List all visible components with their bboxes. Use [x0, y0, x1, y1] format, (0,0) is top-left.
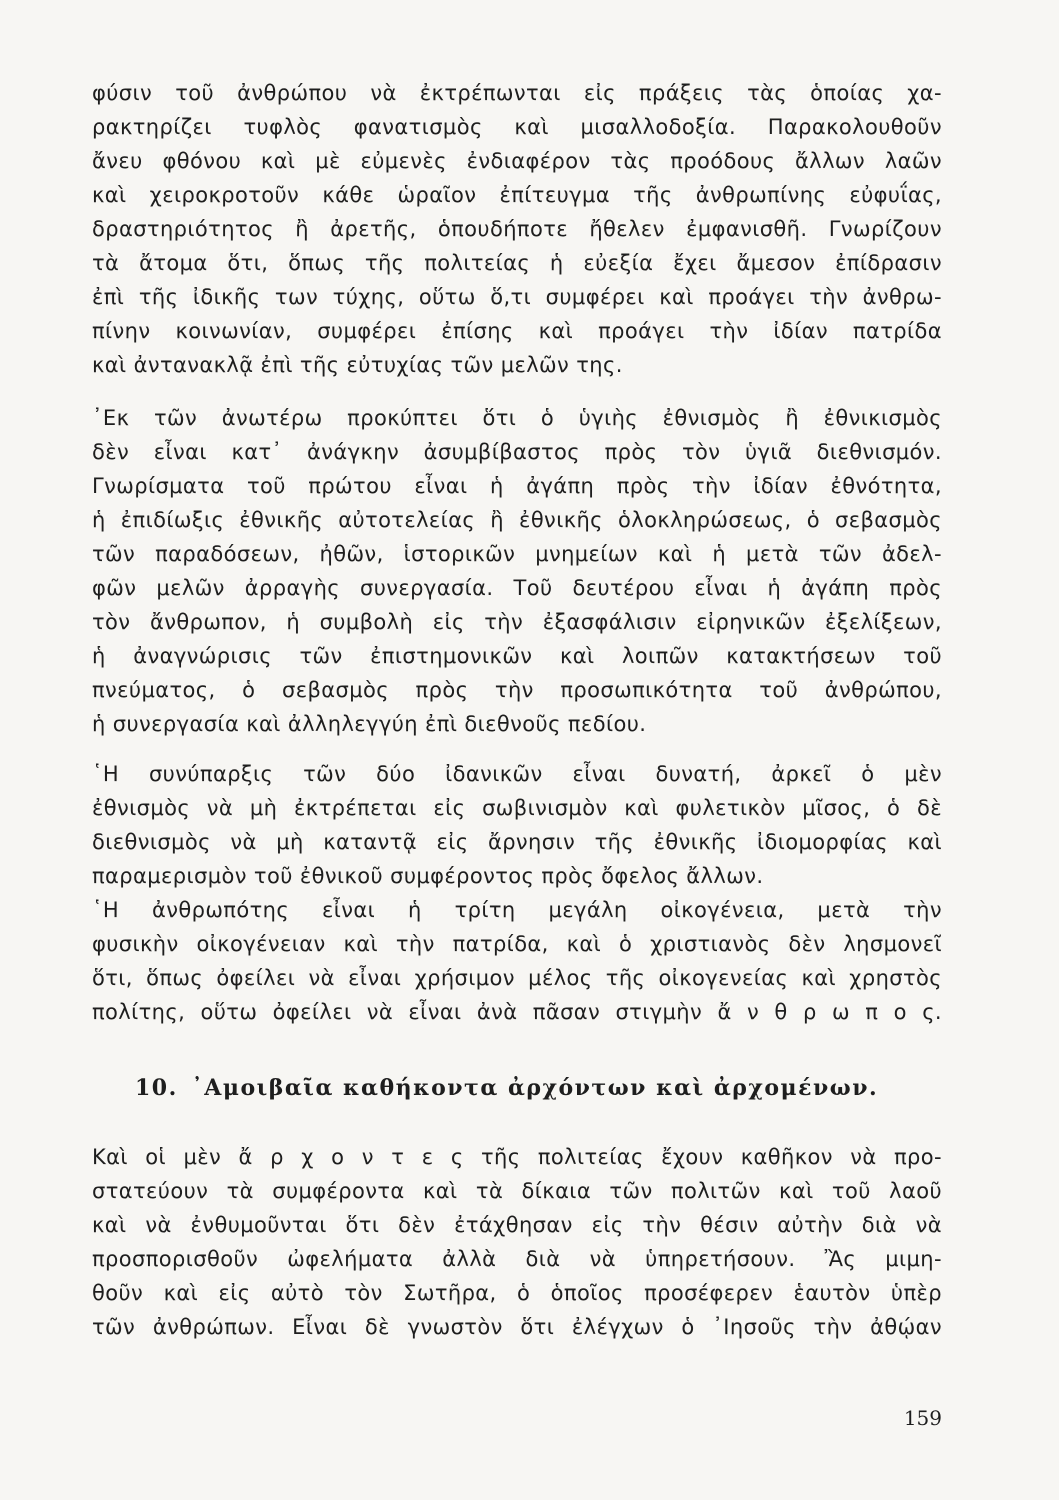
text-line: ᾿Εκ τῶν ἀνωτέρω προκύπτει ὅτι ὁ ὑγιὴς ἐθνισμὸς ἢ ἐθνικισμὸς: [92, 406, 942, 430]
text-line: ῾Η ἀνθρωπότης εἶναι ἡ τρίτη μεγάλη οἰκογένεια, μετὰ τὴν: [92, 898, 942, 922]
text-line: καὶ νὰ ἐνθυμοῦνται ὅτι δὲν ἐτάχθησαν εἰς τὴν θέσιν αὐτὴν διὰ νὰ: [92, 1213, 942, 1237]
text-line: ἡ ἐπιδίωξις ἐθνικῆς αὐτοτελείας ἢ ἐθνικῆς ὁλοκληρώσεως, ὁ σεβασμὸς: [92, 508, 942, 532]
text-line: ὅτι, ὅπως ὀφείλει νὰ εἶναι χρήσιμον μέλος τῆς οἰκογενείας καὶ χρηστὸς: [92, 966, 942, 990]
paragraph-3: [92, 757, 942, 893]
section-heading: [135, 1071, 935, 1105]
text-line: θοῦν καὶ εἰς αὐτὸ τὸν Σωτῆρα, ὁ ὁποῖος προσέφερεν ἑαυτὸν ὑπὲρ: [92, 1281, 942, 1305]
text-line: καὶ ἀντανακλᾷ ἐπὶ τῆς εὐτυχίας τῶν μελῶν της.: [92, 353, 623, 377]
text-line: ρακτηρίζει τυφλὸς φανατισμὸς καὶ μισαλλοδοξία. Παρακολουθοῦν: [92, 115, 942, 139]
text-line: καὶ χειροκροτοῦν κάθε ὡραῖον ἐπίτευγμα τῆς ἀνθρωπίνης εὐφυΐας,: [92, 183, 942, 207]
text-line: τῶν ἀνθρώπων. Εἶναι δὲ γνωστὸν ὅτι ἐλέγχων ὁ ᾿Ιησοῦς τὴν ἀθῴαν: [92, 1315, 942, 1339]
text-line: φῶν μελῶν ἀρραγὴς συνεργασία. Τοῦ δευτέρου εἶναι ἡ ἀγάπη πρὸς: [92, 576, 942, 600]
paragraph-2: [92, 401, 942, 741]
text-line: Καὶ οἱ μὲν ἄ ρ χ ο ν τ ε ς τῆς πολιτείας ἔχουν καθῆκον νὰ προ-: [92, 1145, 942, 1169]
text-line: τὰ ἄτομα ὅτι, ὅπως τῆς πολιτείας ἡ εὐεξία ἔχει ἄμεσον ἐπίδρασιν: [92, 251, 942, 275]
text-line: ἡ συνεργασία καὶ ἀλληλεγγύη ἐπὶ διεθνοῦς πεδίου.: [92, 712, 647, 736]
text-line: πίνην κοινωνίαν, συμφέρει ἐπίσης καὶ προάγει τὴν ἰδίαν πατρίδα: [92, 319, 942, 343]
paragraph-5: [92, 1140, 942, 1344]
paragraph-4: [92, 893, 942, 1029]
text-line: ῾Η συνύπαρξις τῶν δύο ἰδανικῶν εἶναι δυνατή, ἀρκεῖ ὁ μὲν: [92, 762, 942, 786]
text-line: πνεύματος, ὁ σεβασμὸς πρὸς τὴν προσωπικότητα τοῦ ἀνθρώπου,: [92, 678, 942, 702]
text-line: ἐθνισμὸς νὰ μὴ ἐκτρέπεται εἰς σωβινισμὸν καὶ φυλετικὸν μῖσος, ὁ δὲ: [92, 796, 942, 820]
text-line: ἐπὶ τῆς ἰδικῆς των τύχης, οὕτω ὅ,τι συμφέρει καὶ προάγει τὴν ἀνθρω-: [92, 285, 942, 309]
page-number: 159: [903, 1406, 942, 1430]
text-line: δὲν εἶναι κατ᾿ ἀνάγκην ἀσυμβίβαστος πρὸς τὸν ὑγιᾶ διεθνισμόν.: [92, 440, 942, 464]
text-line: φυσικὴν οἰκογένειαν καὶ τὴν πατρίδα, καὶ ὁ χριστιανὸς δὲν λησμονεῖ: [92, 932, 942, 956]
text-line: Γνωρίσματα τοῦ πρώτου εἶναι ἡ ἀγάπη πρὸς τὴν ἰδίαν ἐθνότητα,: [92, 474, 942, 498]
text-line: πολίτης, οὕτω ὀφείλει νὰ εἶναι ἀνὰ πᾶσαν στιγμὴν ἄ ν θ ρ ω π ο ς.: [92, 1000, 942, 1024]
text-line: προσπορισθοῦν ὠφελήματα ἀλλὰ διὰ νὰ ὑπηρετήσουν. Ἂς μιμη-: [92, 1247, 942, 1271]
text-line: τῶν παραδόσεων, ἠθῶν, ἱστορικῶν μνημείων καὶ ἡ μετὰ τῶν ἀδελ-: [92, 542, 942, 566]
text-line: ἄνευ φθόνου καὶ μὲ εὐμενὲς ἐνδιαφέρον τὰς προόδους ἄλλων λαῶν: [92, 149, 942, 173]
text-line: ἡ ἀναγνώρισις τῶν ἐπιστημονικῶν καὶ λοιπῶν κατακτήσεων τοῦ: [92, 644, 942, 668]
section-number: 10.: [135, 1075, 178, 1101]
text-line: στατεύουν τὰ συμφέροντα καὶ τὰ δίκαια τῶν πολιτῶν καὶ τοῦ λαοῦ: [92, 1179, 942, 1203]
text-line: φύσιν τοῦ ἀνθρώπου νὰ ἐκτρέπωνται εἰς πράξεις τὰς ὁποίας χα-: [92, 81, 942, 105]
text-line: δραστηριότητος ἢ ἀρετῆς, ὁπουδήποτε ἤθελεν ἐμφανισθῆ. Γνωρίζουν: [92, 217, 942, 241]
paragraph-1: [92, 76, 942, 382]
text-line: τὸν ἄνθρωπον, ἡ συμβολὴ εἰς τὴν ἐξασφάλισιν εἰρηνικῶν ἐξελίξεων,: [92, 610, 942, 634]
text-line: διεθνισμὸς νὰ μὴ καταντᾷ εἰς ἄρνησιν τῆς ἐθνικῆς ἰδιομορφίας καὶ: [92, 830, 942, 854]
text-line: παραμερισμὸν τοῦ ἐθνικοῦ συμφέροντος πρὸς ὄφελος ἄλλων.: [92, 864, 764, 888]
section-title: ᾿Αμοιβαῖα καθήκοντα ἀρχόντων καὶ ἀρχομένων.: [191, 1075, 879, 1101]
